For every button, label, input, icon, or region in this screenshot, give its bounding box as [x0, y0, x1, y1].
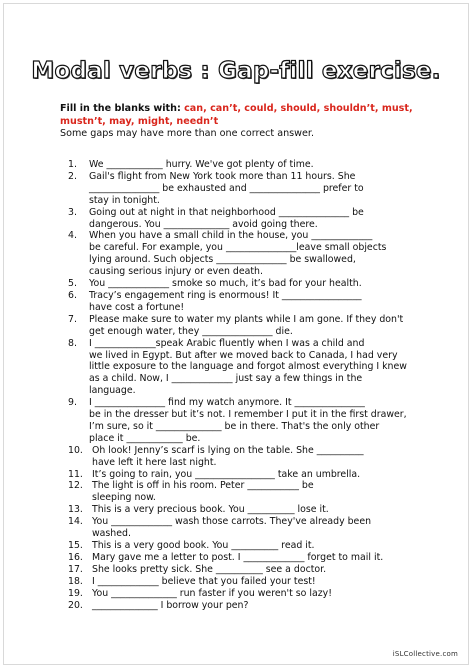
item-number: 18. [68, 575, 83, 587]
item-line: get enough water, they _______________ die. [89, 325, 293, 337]
item-text [89, 159, 440, 171]
item-line: _______________ be exhausted and _______________ prefer to [89, 182, 364, 194]
instructions-lead: Fill in the blanks with: [60, 103, 185, 114]
item-number: 5. [68, 278, 77, 290]
item-number: 12. [68, 480, 83, 492]
item-line: The light is off in his room. Peter ___________ be [92, 480, 314, 492]
item-line: I’m sure, so it ______________ be in there. That's the only other [89, 420, 380, 432]
item-line: It’s going to rain, you _________________ take an umbrella. [92, 468, 361, 480]
item-line: ______________ I borrow your pen? [92, 599, 249, 611]
item-line: language. [89, 385, 136, 397]
exercise-item [68, 338, 440, 398]
item-line: have cost a fortune! [89, 301, 185, 313]
item-text [89, 278, 440, 290]
item-number: 13. [68, 504, 83, 516]
item-line: sleeping now. [92, 492, 156, 504]
item-text [92, 552, 440, 564]
item-number: 6. [68, 289, 77, 301]
exercise-item [68, 552, 440, 564]
exercise-item [68, 314, 440, 338]
item-line: You _____________ wash those carrots. They've already been [92, 516, 372, 528]
item-number: 7. [68, 313, 77, 325]
item-line: be careful. For example, you _______________leave small objects [89, 242, 387, 254]
exercise-item [68, 564, 440, 576]
item-number: 17. [68, 563, 83, 575]
item-text [92, 600, 440, 612]
page-title: Modal verbs : Gap-fill exercise. [31, 58, 441, 84]
exercise-item [68, 540, 440, 552]
item-number: 3. [68, 206, 77, 218]
item-line: I _______________ find my watch anymore. It _______________ [89, 397, 365, 409]
item-text [89, 171, 440, 207]
item-line: dangerous. You ______________ avoid going there. [89, 218, 318, 230]
exercise-item [68, 600, 440, 612]
item-line: This is a very precious book. You __________ lose it. [92, 504, 329, 516]
item-text [89, 290, 440, 314]
item-text [89, 207, 440, 231]
item-number: 4. [68, 230, 77, 242]
item-line: Tracy’s engagement ring is enormous! It _________________ [89, 289, 362, 301]
item-line: lying around. Such objects _______________ be swallowed, [89, 254, 356, 266]
item-text [92, 504, 440, 516]
item-line: Oh look! Jenny’s scarf is lying on the table. She __________ [92, 444, 364, 456]
exercise-item [68, 469, 440, 481]
item-text [89, 314, 440, 338]
item-text [92, 480, 440, 504]
exercise-item [68, 171, 440, 207]
item-text [89, 230, 440, 278]
item-line: Mary gave me a letter to post. I _____________ forget to mail it. [92, 551, 384, 563]
item-line: She looks pretty sick. She __________ see a doctor. [92, 563, 327, 575]
item-text [92, 445, 440, 469]
item-line: You ______________ run faster if you weren't so lazy! [92, 587, 332, 599]
item-line: This is a very good book. You __________ read it. [92, 540, 315, 551]
worksheet-page [3, 3, 469, 665]
item-text [92, 564, 440, 576]
item-line: When you have a small child in the house, you _____________ [89, 230, 373, 242]
modal-word-list: can, can’t, could, should, shouldn’t, must, mustn’t, may, might, needn’t [60, 103, 413, 127]
item-text [92, 576, 440, 588]
item-line: be in the dresser but it’s not. I remember I put it in the first drawer, [89, 409, 407, 421]
item-line: Going out at night in that neighborhood _______________ be [89, 206, 364, 218]
item-number: 11. [68, 468, 83, 480]
exercise-item [68, 397, 440, 445]
item-number: 15. [68, 540, 83, 551]
item-line: we lived in Egypt. But after we moved back to Canada, I had very [89, 349, 398, 361]
item-number: 9. [68, 397, 77, 409]
exercise-item [68, 230, 440, 278]
item-line: washed. [92, 528, 131, 540]
item-line: We ____________ hurry. We've got plenty of time. [89, 159, 314, 170]
item-text [92, 516, 440, 540]
item-number: 20. [68, 599, 83, 611]
exercise-list [68, 159, 440, 611]
item-line: I _____________speak Arabic fluently when I was a child and [89, 337, 365, 349]
item-line: have left it here last night. [92, 456, 217, 468]
item-number: 16. [68, 551, 83, 563]
item-number: 14. [68, 516, 83, 528]
item-line: Gail's flight from New York took more than 11 hours. She [89, 170, 356, 182]
item-line: as a child. Now, I _____________ just say a few things in the [89, 373, 363, 385]
exercise-item [68, 588, 440, 600]
site-watermark: iSLCollective.com [392, 650, 458, 658]
item-text [92, 469, 440, 481]
item-line: You _____________ smoke so much, it’s bad for your health. [89, 278, 362, 290]
exercise-item [68, 480, 440, 504]
item-number: 10. [68, 444, 83, 456]
item-text [89, 338, 440, 398]
exercise-item [68, 207, 440, 231]
item-line: stay in tonight. [89, 194, 160, 206]
item-line: Please make sure to water my plants while I am gone. If they don't [89, 313, 404, 325]
item-number: 1. [68, 159, 77, 170]
exercise-item [68, 278, 440, 290]
exercise-item [68, 504, 440, 516]
item-text [92, 540, 440, 552]
item-line: place it ____________ be. [89, 432, 201, 444]
item-number: 8. [68, 337, 77, 349]
exercise-item [68, 445, 440, 469]
item-line: I _____________ believe that you failed your test! [92, 575, 316, 587]
item-line: causing serious injury or even death. [89, 266, 263, 278]
exercise-item [68, 576, 440, 588]
item-text [92, 588, 440, 600]
item-line: little exposure to the language and forgot almost everything I knew [89, 361, 407, 373]
item-number: 2. [68, 170, 77, 182]
exercise-item [68, 159, 440, 171]
exercise-item [68, 290, 440, 314]
item-text [89, 397, 440, 445]
instructions [60, 103, 440, 141]
exercise-item [68, 516, 440, 540]
instructions-note: Some gaps may have more than one correct answer. [60, 128, 315, 140]
item-number: 19. [68, 587, 83, 599]
